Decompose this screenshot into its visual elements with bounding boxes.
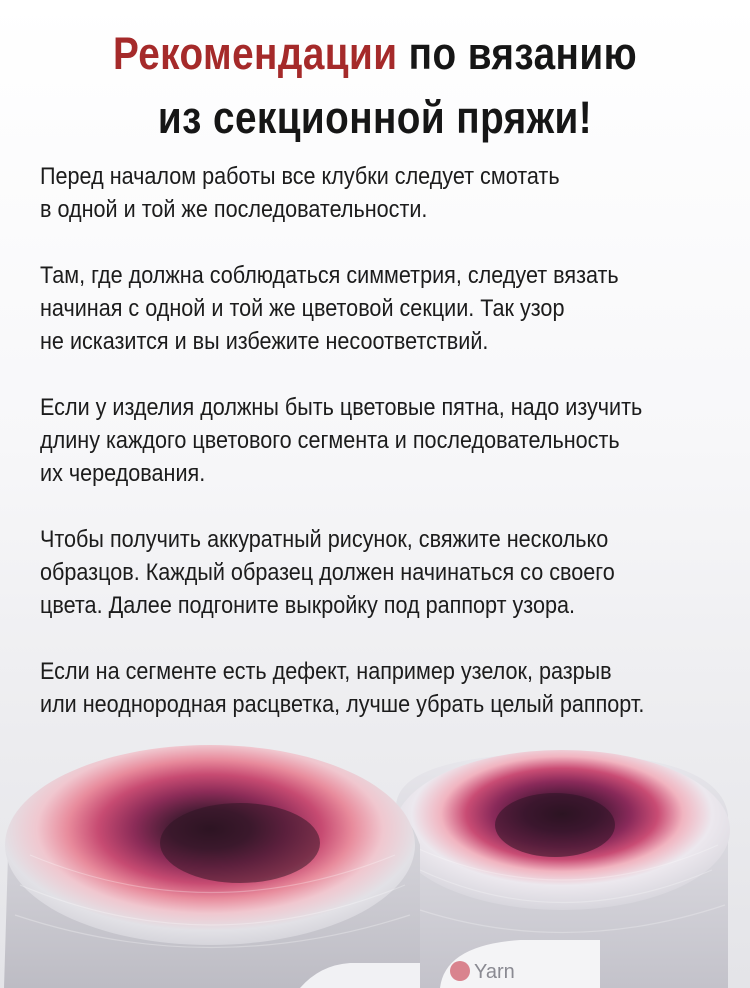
paragraph-line: Там, где должна соблюдаться симметрия, следует вязать bbox=[40, 262, 619, 289]
paragraph-line: не исказится и вы избежите несоответствий. bbox=[40, 328, 489, 355]
page-title bbox=[53, 22, 698, 150]
title-line-1-rest: по вязанию bbox=[397, 28, 638, 79]
paragraph-line: Чтобы получить аккуратный рисунок, свяжите несколько bbox=[40, 526, 609, 553]
paragraph-line: Если у изделия должны быть цветовые пятна, надо изучить bbox=[40, 394, 643, 421]
paragraph-line: Если на сегменте есть дефект, например узелок, разрыв bbox=[40, 658, 612, 685]
paragraph-line: образцов. Каждый образец должен начинаться со своего bbox=[40, 559, 615, 586]
paragraph-line: длину каждого цветового сегмента и последовательность bbox=[40, 427, 620, 454]
paragraph-line: Перед началом работы все клубки следует смотать bbox=[40, 163, 560, 190]
paragraph-line: или неоднородная расцветка, лучше убрать целый раппорт. bbox=[40, 691, 645, 718]
paragraph-winding bbox=[40, 160, 670, 226]
title-line-1 bbox=[53, 22, 698, 86]
yarn-ball-right bbox=[394, 750, 730, 988]
paragraph-line: их чередования. bbox=[40, 460, 206, 487]
paragraph-line: цвета. Далее подгоните выкройку под раппорт узора. bbox=[40, 592, 575, 619]
title-accent-word: Рекомендации bbox=[112, 28, 398, 79]
paragraph-symmetry bbox=[40, 259, 670, 358]
paragraph-line: начиная с одной и той же цветовой секции. Так узор bbox=[40, 295, 565, 322]
paragraph-defect bbox=[40, 655, 670, 721]
paragraph-color-spots bbox=[40, 391, 670, 490]
paragraph-samples bbox=[40, 523, 670, 622]
yarn-balls-photo bbox=[0, 735, 750, 988]
recommendations-text bbox=[40, 160, 670, 754]
yarn-brand-label: Yarn bbox=[474, 961, 515, 983]
yarn-ball-left bbox=[4, 745, 420, 988]
yarn-brand-logo-icon bbox=[450, 961, 470, 981]
paragraph-line: в одной и той же последовательности. bbox=[40, 196, 428, 223]
title-line-2: из секционной пряжи! bbox=[157, 92, 593, 143]
